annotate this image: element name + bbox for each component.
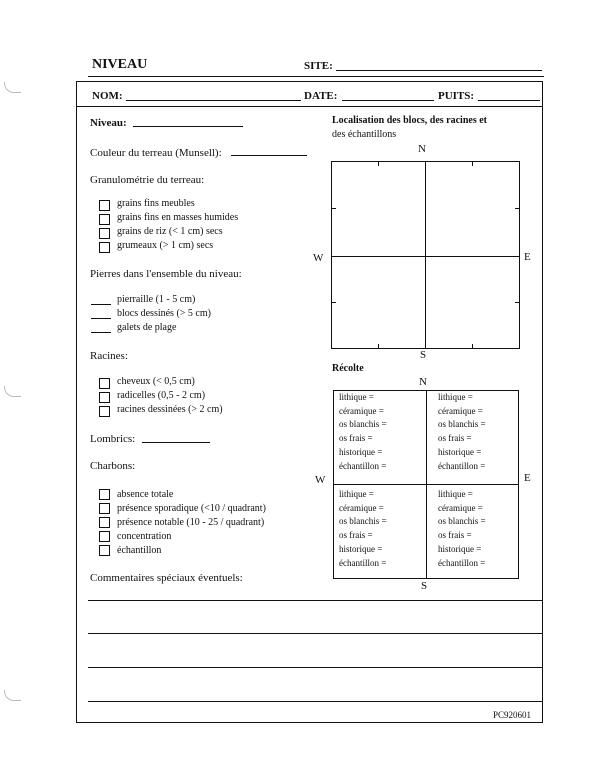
checkbox[interactable] (99, 228, 110, 239)
grid-divider (333, 484, 519, 485)
field-os-blanchis: os blanchis = (339, 516, 387, 527)
field-echantillon: échantillon = (438, 460, 486, 471)
field-os-blanchis: os blanchis = (438, 516, 486, 527)
field-lithique: lithique = (339, 489, 374, 499)
blank-line[interactable] (91, 318, 111, 319)
field-lithique: lithique = (339, 392, 374, 402)
option-label: présence notable (10 - 25 / quadrant) (117, 517, 265, 528)
granulometrie-heading: Granulométrie du terreau: (90, 174, 205, 186)
header-rule (88, 76, 544, 77)
field-echantillon: échantillon = (339, 460, 387, 471)
couleur-field[interactable] (231, 155, 307, 156)
racines-heading: Racines: (90, 350, 128, 362)
checkbox[interactable] (99, 406, 110, 417)
tick-mark (331, 302, 336, 303)
field-ceramique: céramique = (339, 502, 384, 513)
field-ceramique: céramique = (438, 502, 483, 513)
tick-mark (515, 208, 520, 209)
grid-divider (425, 161, 426, 349)
field-historique: historique = (438, 543, 482, 554)
puits-label: PUITS: (438, 90, 475, 102)
checkbox[interactable] (99, 214, 110, 225)
hole-punch-mark (4, 690, 21, 701)
nom-field[interactable] (126, 100, 301, 101)
site-field[interactable] (336, 70, 542, 71)
tick-mark (378, 344, 379, 349)
commentaires-label: Commentaires spéciaux éventuels: (90, 572, 243, 584)
tick-mark (331, 208, 336, 209)
comment-line[interactable] (88, 633, 543, 634)
checkbox[interactable] (99, 392, 110, 403)
field-historique: historique = (339, 446, 383, 457)
niveau-field[interactable] (133, 126, 243, 127)
option-label: galets de plage (117, 322, 177, 333)
checkbox[interactable] (99, 242, 110, 253)
tick-mark (472, 161, 473, 166)
checkbox[interactable] (99, 489, 110, 500)
option-label: pierraille (1 - 5 cm) (117, 294, 196, 305)
option-label: racines dessinées (> 2 cm) (117, 404, 223, 415)
localisation-title-1: Localisation des blocs, des racines et (332, 115, 487, 126)
option-label: concentration (117, 531, 172, 542)
checkbox[interactable] (99, 545, 110, 556)
field-historique: historique = (438, 446, 482, 457)
tick-mark (472, 344, 473, 349)
nom-label: NOM: (92, 90, 123, 102)
checkbox[interactable] (99, 531, 110, 542)
east-label: E (524, 251, 531, 263)
date-field[interactable] (342, 100, 434, 101)
grid-divider (331, 256, 520, 257)
south-label: S (420, 349, 427, 361)
west-label: W (313, 252, 324, 264)
field-os-blanchis: os blanchis = (438, 419, 486, 430)
row-divider (76, 106, 543, 107)
field-os-frais: os frais = (339, 433, 373, 444)
checkbox[interactable] (99, 503, 110, 514)
field-echantillon: échantillon = (438, 557, 486, 568)
option-label: échantillon (117, 545, 162, 556)
lombrics-label: Lombrics: (90, 433, 136, 445)
checkbox[interactable] (99, 517, 110, 528)
niveau-label: Niveau: (90, 117, 127, 129)
recolte-quadrant-ne (438, 391, 486, 473)
field-os-frais: os frais = (438, 433, 472, 444)
lombrics-field[interactable] (142, 442, 210, 443)
option-label: absence totale (117, 489, 174, 500)
field-os-frais: os frais = (339, 530, 373, 541)
recolte-title: Récolte (332, 363, 364, 374)
field-os-blanchis: os blanchis = (339, 419, 387, 430)
comment-line[interactable] (88, 600, 543, 601)
field-ceramique: céramique = (438, 405, 483, 416)
south-label: S (421, 580, 428, 592)
north-label: N (418, 143, 426, 155)
option-label: grains fins meubles (117, 198, 195, 209)
comment-line[interactable] (88, 701, 543, 702)
blank-line[interactable] (91, 304, 111, 305)
option-label: radicelles (0,5 - 2 cm) (117, 390, 206, 401)
charbons-heading: Charbons: (90, 460, 136, 472)
field-ceramique: céramique = (339, 405, 384, 416)
option-label: grumeaux (> 1 cm) secs (117, 240, 214, 251)
field-os-frais: os frais = (438, 530, 472, 541)
comment-line[interactable] (88, 667, 543, 668)
puits-field[interactable] (478, 100, 540, 101)
pierres-heading: Pierres dans l'ensemble du niveau: (90, 268, 242, 280)
west-label: W (315, 474, 326, 486)
option-label: blocs dessinés (> 5 cm) (117, 308, 211, 319)
option-label: grains de riz (< 1 cm) secs (117, 226, 223, 237)
page-title: NIVEAU (92, 57, 148, 72)
hole-punch-mark (4, 386, 21, 397)
hole-punch-mark (4, 82, 21, 93)
recolte-quadrant-se (438, 488, 486, 570)
option-label: cheveux (< 0,5 cm) (117, 376, 195, 387)
option-label: grains fins en masses humides (117, 212, 239, 223)
tick-mark (515, 302, 520, 303)
field-lithique: lithique = (438, 392, 473, 402)
north-label: N (419, 376, 427, 388)
checkbox[interactable] (99, 200, 110, 211)
form-code: PC920601 (493, 710, 532, 720)
site-label: SITE: (304, 60, 333, 72)
date-label: DATE: (304, 90, 338, 102)
localisation-title-2: des échantillons (332, 129, 397, 140)
field-echantillon: échantillon = (339, 557, 387, 568)
east-label: E (524, 472, 531, 484)
checkbox[interactable] (99, 378, 110, 389)
field-historique: historique = (339, 543, 383, 554)
couleur-label: Couleur du terreau (Munsell): (90, 147, 222, 159)
blank-line[interactable] (91, 332, 111, 333)
tick-mark (378, 161, 379, 166)
field-lithique: lithique = (438, 489, 473, 499)
recolte-quadrant-nw (339, 391, 387, 473)
option-label: présence sporadique (<10 / quadrant) (117, 503, 266, 514)
recolte-quadrant-sw (339, 488, 387, 570)
